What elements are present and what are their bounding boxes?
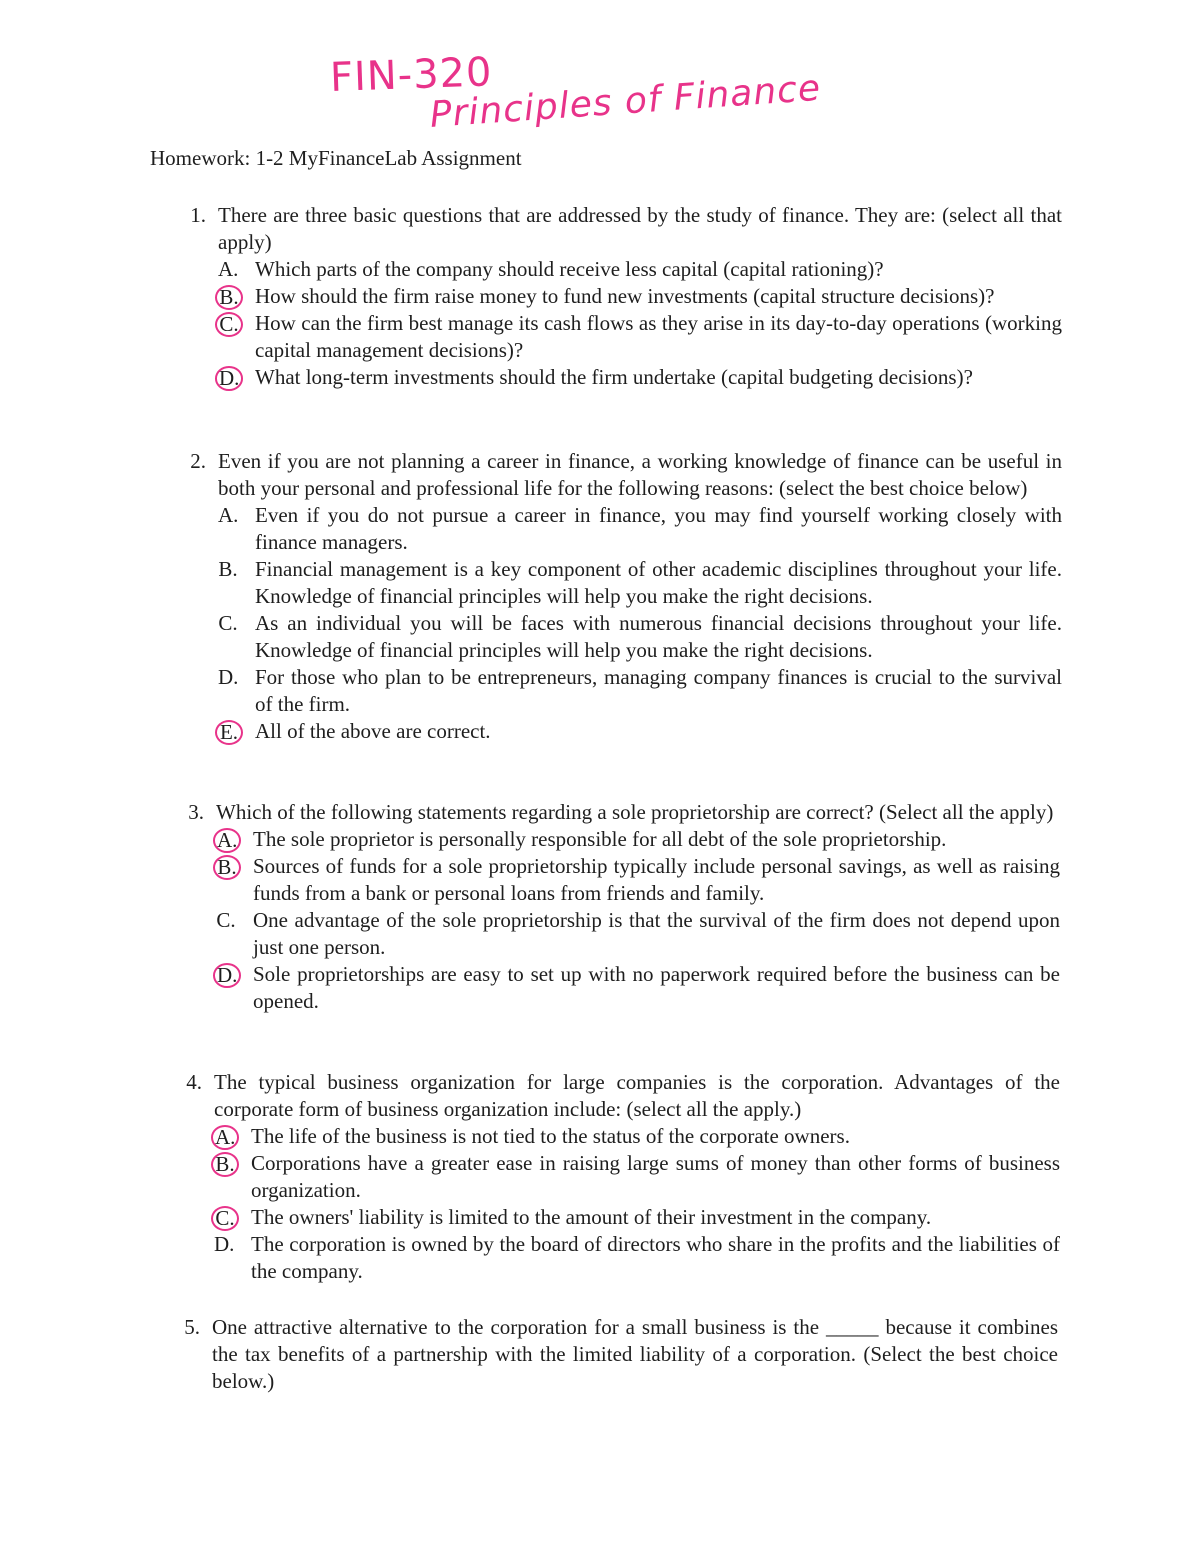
answer-options bbox=[218, 256, 1062, 391]
handwritten-subject: Principles of Finance bbox=[428, 67, 823, 136]
question-text: Which of the following statements regarding a sole proprietorship are correct? (Select all the apply) bbox=[216, 800, 1054, 824]
option-text: As an individual you will be faces with numerous financial decisions throughout your life. Knowledge of financial principles will help you make the right decisions. bbox=[255, 611, 1062, 662]
option-letter: C. bbox=[218, 611, 238, 635]
option-text: For those who plan to be entrepreneurs, managing company finances is crucial to the survival of the firm. bbox=[255, 665, 1062, 716]
circled-option-letter: D. bbox=[215, 366, 243, 391]
answer-option bbox=[218, 610, 1062, 664]
option-letter: A. bbox=[218, 257, 239, 281]
option-text: All of the above are correct. bbox=[255, 719, 491, 743]
answer-option bbox=[218, 364, 1062, 391]
answer-option bbox=[218, 664, 1062, 718]
answer-option bbox=[218, 556, 1062, 610]
question-text: One attractive alternative to the corporation for a small business is the _____ because it combines the tax benefits of a partnership with the limited liability of a corporation. (Select the best choice below.) bbox=[212, 1315, 1058, 1393]
question-number: 1. bbox=[190, 203, 206, 227]
option-letter: D. bbox=[214, 1232, 235, 1256]
answer-option bbox=[218, 256, 1062, 283]
option-text: The owners' liability is limited to the amount of their investment in the company. bbox=[251, 1205, 932, 1229]
option-text: Sole proprietorships are easy to set up with no paperwork required before the business can be opened. bbox=[253, 962, 1060, 1013]
circled-option-letter: A. bbox=[213, 828, 241, 853]
answer-option bbox=[214, 1150, 1060, 1204]
question-3 bbox=[168, 799, 1060, 1015]
question-text: The typical business organization for large companies is the corporation. Advantages of the corporate form of business organization include: (select all the apply.) bbox=[214, 1070, 1060, 1121]
answer-option bbox=[216, 853, 1060, 907]
option-text: Corporations have a greater ease in raising large sums of money than other forms of business organization. bbox=[251, 1151, 1060, 1202]
option-text: Even if you do not pursue a career in finance, you may find yourself working closely with finance managers. bbox=[255, 503, 1062, 554]
answer-option bbox=[214, 1231, 1060, 1285]
option-text: What long-term investments should the firm undertake (capital budgeting decisions)? bbox=[255, 365, 973, 389]
answer-option bbox=[218, 502, 1062, 556]
option-text: Which parts of the company should receive less capital (capital rationing)? bbox=[255, 257, 884, 281]
question-text: Even if you are not planning a career in finance, a working knowledge of finance can be useful in both your personal and professional life for the following reasons: (select the best choice below) bbox=[218, 449, 1062, 500]
circled-option-letter: B. bbox=[215, 285, 243, 310]
circled-option-letter: C. bbox=[215, 312, 243, 337]
option-letter: B. bbox=[218, 557, 238, 581]
option-text: Sources of funds for a sole proprietorship typically include personal savings, as well as raising funds from a bank or personal loans from friends and family. bbox=[253, 854, 1060, 905]
circled-option-letter: D. bbox=[213, 963, 241, 988]
answer-option bbox=[218, 283, 1062, 310]
page-title: Homework: 1-2 MyFinanceLab Assignment bbox=[150, 146, 522, 170]
answer-option bbox=[214, 1123, 1060, 1150]
question-text: There are three basic questions that are addressed by the study of finance. They are: (select all that apply) bbox=[218, 203, 1062, 254]
question-4 bbox=[166, 1069, 1060, 1285]
question-number: 5. bbox=[184, 1315, 200, 1339]
option-letter: A. bbox=[218, 503, 239, 527]
option-text: The life of the business is not tied to the status of the corporate owners. bbox=[251, 1124, 850, 1148]
circled-option-letter: E. bbox=[215, 720, 243, 745]
answer-options bbox=[218, 502, 1062, 745]
question-5 bbox=[164, 1314, 1058, 1395]
option-text: The sole proprietor is personally responsible for all debt of the sole proprietorship. bbox=[253, 827, 947, 851]
circled-option-letter: C. bbox=[211, 1206, 239, 1231]
circled-option-letter: A. bbox=[211, 1125, 239, 1150]
handwritten-course-code: FIN-320 bbox=[329, 49, 494, 101]
answer-option bbox=[216, 907, 1060, 961]
answer-option bbox=[216, 826, 1060, 853]
answer-option bbox=[218, 718, 1062, 745]
answer-option bbox=[214, 1204, 1060, 1231]
option-text: How should the firm raise money to fund new investments (capital structure decisions)? bbox=[255, 284, 995, 308]
question-number: 2. bbox=[190, 449, 206, 473]
question-1 bbox=[170, 202, 1062, 391]
option-letter: D. bbox=[218, 665, 239, 689]
answer-options bbox=[214, 1123, 1060, 1285]
option-text: One advantage of the sole proprietorship is that the survival of the firm does not depend upon just one person. bbox=[253, 908, 1060, 959]
circled-option-letter: B. bbox=[211, 1152, 239, 1177]
question-number: 3. bbox=[188, 800, 204, 824]
option-text: The corporation is owned by the board of directors who share in the profits and the liabilities of the company. bbox=[251, 1232, 1060, 1283]
option-text: Financial management is a key component of other academic disciplines throughout your life. Knowledge of financial principles will help you make the right decisions. bbox=[255, 557, 1062, 608]
option-text: How can the firm best manage its cash flows as they arise in its day-to-day operations (working capital management decisions)? bbox=[255, 311, 1062, 362]
question-number: 4. bbox=[186, 1070, 202, 1094]
option-letter: C. bbox=[216, 908, 236, 932]
circled-option-letter: B. bbox=[213, 855, 241, 880]
answer-options bbox=[216, 826, 1060, 1015]
question-2 bbox=[170, 448, 1062, 745]
answer-option bbox=[218, 310, 1062, 364]
answer-option bbox=[216, 961, 1060, 1015]
